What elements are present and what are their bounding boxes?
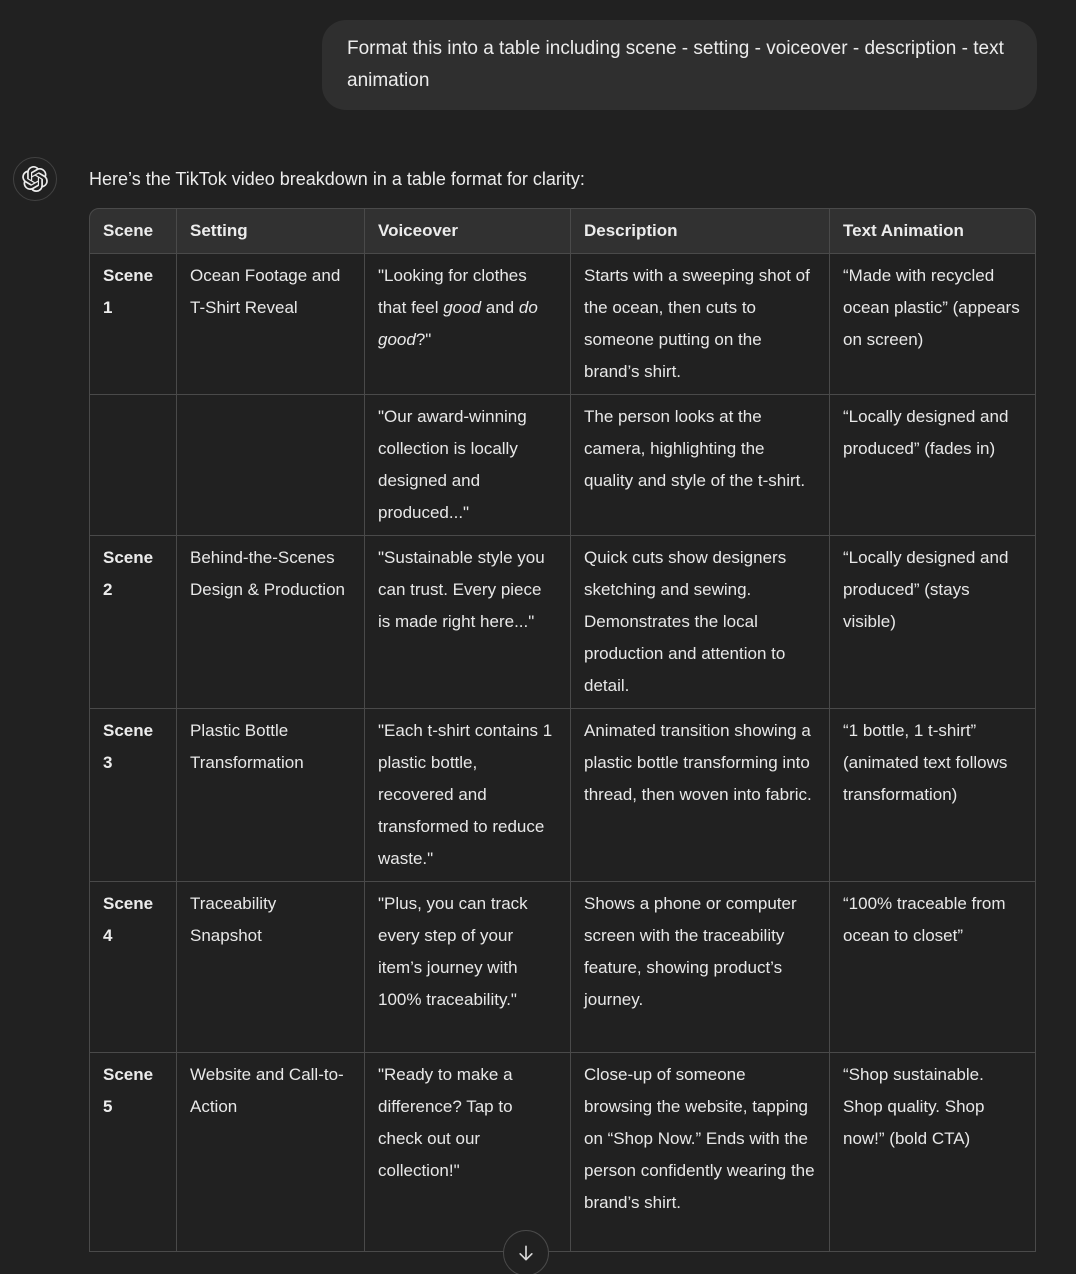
column-header-setting: Setting: [177, 208, 365, 254]
table-cell-text-animation: “100% traceable from ocean to closet”: [830, 882, 1036, 1053]
arrow-down-icon: [516, 1243, 536, 1263]
table-row: [89, 536, 1036, 709]
table-cell-setting: Plastic Bottle Transformation: [177, 709, 365, 882]
table-cell-setting: Traceability Snapshot: [177, 882, 365, 1053]
table-cell-voiceover: "Sustainable style you can trust. Every piece is made right here...": [365, 536, 571, 709]
table-cell-scene: Scene 4: [89, 882, 177, 1053]
openai-logo-icon: [22, 166, 48, 192]
table-cell-text-animation: “Made with recycled ocean plastic” (appears on screen): [830, 254, 1036, 395]
column-header-text-animation: Text Animation: [830, 208, 1036, 254]
table-cell-setting: Behind-the-Scenes Design & Production: [177, 536, 365, 709]
table-cell-scene: Scene 2: [89, 536, 177, 709]
table-row: [89, 709, 1036, 882]
table-cell-description: The person looks at the camera, highlighting the quality and style of the t-shirt.: [571, 395, 830, 536]
table-cell-voiceover: "Each t-shirt contains 1 plastic bottle, recovered and transformed to reduce waste.": [365, 709, 571, 882]
table-cell-scene: Scene 3: [89, 709, 177, 882]
column-header-voiceover: Voiceover: [365, 208, 571, 254]
table-body: [89, 254, 1036, 1252]
user-message-text: Format this into a table including scene - setting - voiceover - description - text animation: [347, 38, 1004, 91]
assistant-intro-text: Here’s the TikTok video breakdown in a table format for clarity:: [89, 169, 585, 189]
assistant-message-row: [0, 157, 1076, 1252]
table-row: [89, 1053, 1036, 1252]
table-cell-text-animation: “Shop sustainable. Shop quality. Shop now!” (bold CTA): [830, 1053, 1036, 1252]
column-header-scene: Scene: [89, 208, 177, 254]
scroll-to-bottom-button[interactable]: [503, 1230, 549, 1274]
table-cell-scene: Scene 5: [89, 1053, 177, 1252]
breakdown-table: [89, 208, 1036, 1252]
table-row: [89, 254, 1036, 395]
table-row: [89, 882, 1036, 1053]
table-cell-description: Quick cuts show designers sketching and sewing. Demonstrates the local production and attention to detail.: [571, 536, 830, 709]
table-header-row: [89, 208, 1036, 254]
user-message-bubble: [322, 20, 1037, 110]
table-cell-voiceover: "Looking for clothes that feel good and do good?": [365, 254, 571, 395]
table-cell-setting: [177, 395, 365, 536]
table-cell-description: Starts with a sweeping shot of the ocean, then cuts to someone putting on the brand’s shirt.: [571, 254, 830, 395]
table-cell-scene: [89, 395, 177, 536]
table-row: [89, 395, 1036, 536]
table-cell-scene: Scene 1: [89, 254, 177, 395]
table-cell-text-animation: “Locally designed and produced” (fades in): [830, 395, 1036, 536]
table-cell-voiceover: "Our award-winning collection is locally designed and produced...": [365, 395, 571, 536]
assistant-message-content: [89, 157, 1036, 1252]
table-cell-setting: Ocean Footage and T-Shirt Reveal: [177, 254, 365, 395]
table-cell-text-animation: “1 bottle, 1 t-shirt” (animated text follows transformation): [830, 709, 1036, 882]
table-cell-description: Close-up of someone browsing the website, tapping on “Shop Now.” Ends with the person confidently wearing the brand’s shirt.: [571, 1053, 830, 1252]
table-cell-text-animation: “Locally designed and produced” (stays visible): [830, 536, 1036, 709]
table-cell-description: Animated transition showing a plastic bottle transforming into thread, then woven into fabric.: [571, 709, 830, 882]
assistant-avatar: [13, 157, 57, 201]
table-cell-voiceover: "Plus, you can track every step of your item’s journey with 100% traceability.": [365, 882, 571, 1053]
table-cell-setting: Website and Call-to-Action: [177, 1053, 365, 1252]
column-header-description: Description: [571, 208, 830, 254]
user-message-row: [0, 0, 1076, 110]
table-cell-description: Shows a phone or computer screen with the traceability feature, showing product’s journey.: [571, 882, 830, 1053]
table-cell-voiceover: "Ready to make a difference? Tap to check out our collection!": [365, 1053, 571, 1252]
